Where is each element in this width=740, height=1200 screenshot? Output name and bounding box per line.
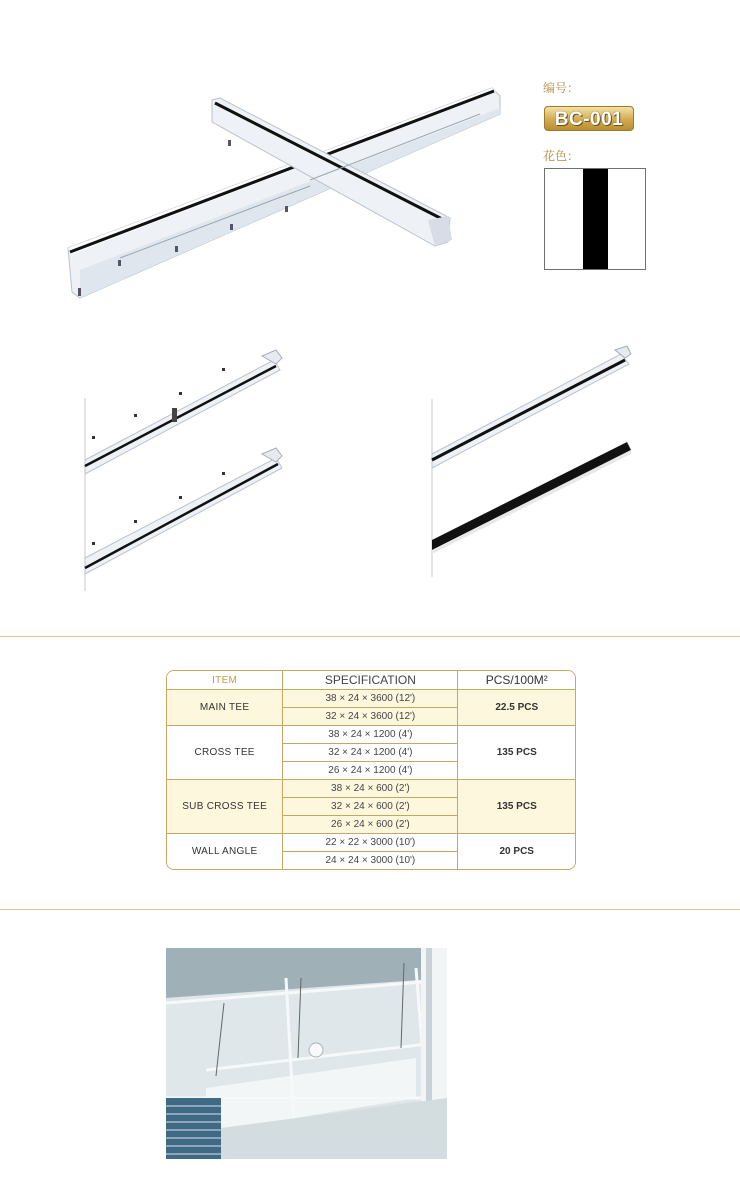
spec-cell: 32 × 24 × 3600 (12') bbox=[283, 708, 458, 726]
tee-bars-detail-image bbox=[84, 348, 289, 593]
header-item: ITEM bbox=[167, 671, 283, 690]
ceiling-installation-photo bbox=[166, 948, 447, 1159]
table-row bbox=[167, 780, 575, 798]
spec-cell: 26 × 24 × 1200 (4') bbox=[283, 762, 458, 780]
spec-cell: 38 × 24 × 3600 (12') bbox=[283, 690, 458, 708]
bar-and-strip-detail-image bbox=[431, 344, 636, 579]
spec-cell: 22 × 22 × 3000 (10') bbox=[283, 834, 458, 852]
item-cell: MAIN TEE bbox=[167, 690, 283, 726]
pcs-cell: 22.5 PCS bbox=[458, 690, 575, 726]
black-stripe bbox=[583, 169, 608, 269]
color-label: 花色： bbox=[543, 149, 580, 163]
pcs-cell: 135 PCS bbox=[458, 726, 575, 780]
table-row bbox=[167, 726, 575, 744]
table-row bbox=[167, 690, 575, 708]
spec-cell: 32 × 24 × 1200 (4') bbox=[283, 744, 458, 762]
pcs-cell: 20 PCS bbox=[458, 834, 575, 869]
header-specification: SPECIFICATION bbox=[283, 671, 458, 690]
product-code-badge: BC-001 bbox=[544, 106, 634, 131]
table-row bbox=[167, 834, 575, 852]
pcs-cell: 135 PCS bbox=[458, 780, 575, 834]
color-swatch bbox=[544, 168, 646, 270]
t-grid-cross-image bbox=[60, 70, 510, 310]
spec-cell: 24 × 24 × 3000 (10') bbox=[283, 852, 458, 869]
section-divider bbox=[0, 909, 740, 910]
table-header-row bbox=[167, 671, 575, 690]
section-divider bbox=[0, 636, 740, 637]
spec-cell: 38 × 24 × 600 (2') bbox=[283, 780, 458, 798]
spec-cell: 26 × 24 × 600 (2') bbox=[283, 816, 458, 834]
header-pcs: PCS/100M² bbox=[458, 671, 575, 690]
code-label: 编号： bbox=[543, 81, 580, 95]
spec-table bbox=[166, 670, 576, 870]
item-cell: CROSS TEE bbox=[167, 726, 283, 780]
spec-cell: 32 × 24 × 600 (2') bbox=[283, 798, 458, 816]
item-cell: SUB CROSS TEE bbox=[167, 780, 283, 834]
item-cell: WALL ANGLE bbox=[167, 834, 283, 869]
spec-cell: 38 × 24 × 1200 (4') bbox=[283, 726, 458, 744]
